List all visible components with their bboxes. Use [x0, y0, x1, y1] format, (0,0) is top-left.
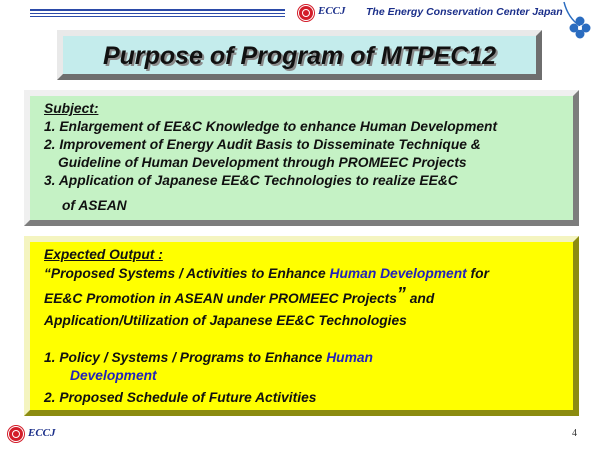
highlight-text: Human Development — [329, 266, 467, 281]
clover-decoration-icon — [558, 0, 600, 44]
subject-heading: Subject: — [44, 101, 99, 116]
header-rule — [30, 13, 285, 14]
subject-item-2-cont: Guideline of Human Development through PROMEEC Projects — [58, 155, 467, 170]
output-item-1-cont: Development — [70, 368, 157, 383]
eccj-logo-icon — [8, 426, 24, 442]
subject-item-3-cont: of ASEAN — [62, 198, 127, 213]
output-text: and — [405, 291, 435, 306]
output-item-2: 2. Proposed Schedule of Future Activities — [44, 390, 317, 405]
footer-logo-text: ECCJ — [28, 427, 56, 439]
page-title: Purpose of Program of MTPEC12 — [102, 42, 497, 70]
eccj-logo-icon — [298, 5, 314, 21]
output-text: “Proposed Systems / Activities to Enhance — [44, 266, 330, 281]
output-statement-line-2 — [44, 284, 435, 307]
header-rule — [30, 16, 285, 17]
header-rule — [30, 9, 285, 11]
output-heading: Expected Output : — [44, 247, 163, 262]
closing-quote: ” — [396, 284, 406, 304]
highlight-text: Human — [326, 350, 373, 365]
expected-output-box — [24, 236, 579, 416]
output-item-1 — [44, 349, 373, 366]
output-text: EE&C Promotion in ASEAN under PROMEEC Projects — [44, 291, 397, 306]
subject-item-1: 1. Enlargement of EE&C Knowledge to enhance Human Development — [44, 119, 498, 134]
page-number: 4 — [572, 428, 577, 439]
output-statement-line-3: Application/Utilization of Japanese EE&C Technologies — [44, 313, 407, 328]
subject-box — [24, 90, 579, 226]
output-text: for — [466, 266, 489, 281]
subject-item-2: 2. Improvement of Energy Audit Basis to Disseminate Technique & — [44, 137, 481, 152]
output-statement-line-1 — [44, 265, 489, 282]
header-logo-text: ECCJ — [318, 5, 346, 17]
output-text: 1. Policy / Systems / Programs to Enhance — [44, 350, 327, 365]
organization-name: The Energy Conservation Center Japan — [366, 6, 563, 18]
title-box — [57, 30, 542, 80]
subject-item-3: 3. Application of Japanese EE&C Technologies to realize EE&C — [44, 173, 458, 188]
